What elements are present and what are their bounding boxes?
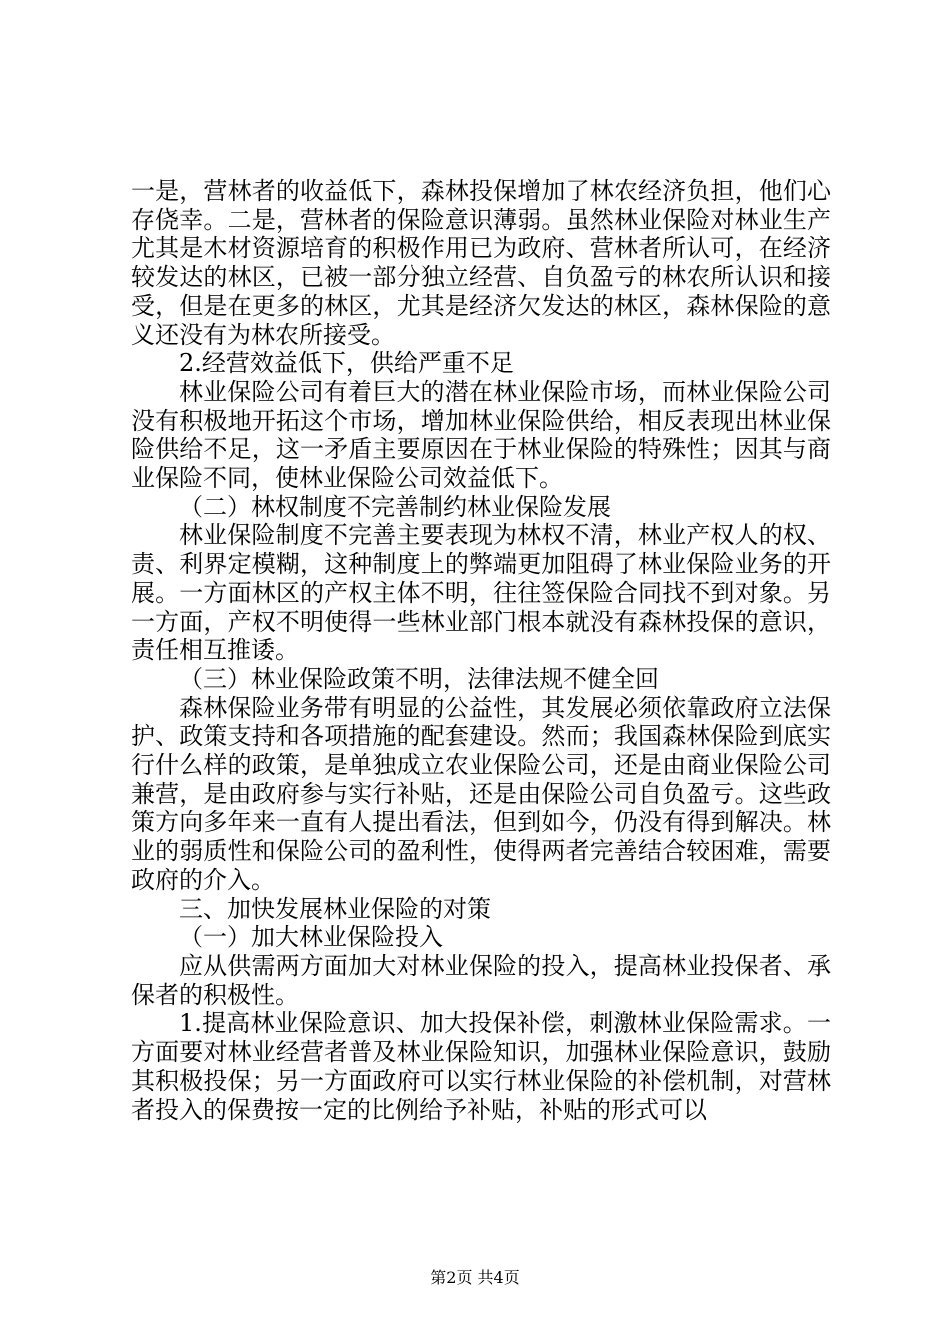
page-footer: 第2页 共4页 <box>430 1268 520 1287</box>
document-body <box>131 177 831 1124</box>
paragraph-7: 森林保险业务带有明显的公益性，其发展必须依靠政府立法保护、政策支持和各项措施的配套建设。然而；我国森林保险到底实行什么样的政策，是单独成立农业保险公司，还是由商业保险公司兼营，是由政府参与实行补贴，还是由保险公司自负盈亏。这些政策方向多年来一直有人提出看法，但到如今，仍没有得到解决。林业的弱质性和保险公司的盈利性，使得两者完善结合较困难，需要政府的介入。 <box>131 693 831 894</box>
section-heading-forest-rights: （二）林权制度不完善制约林业保险发展 <box>179 492 611 521</box>
paragraph-5: 林业保险制度不完善主要表现为林权不清，林业产权人的权、责、利界定模糊，这种制度上的弊端更加阻碍了林业保险业务的开展。一方面林区的产权主体不明，往往签保险合同找不到对象。另一方面，产权不明使得一些林业部门根本就没有森林投保的意识，责任相互推诿。 <box>131 521 831 665</box>
section-heading-policy: （三）林业保险政策不明，法律法规不健全回 <box>179 664 659 693</box>
paragraph-3: 林业保险公司有着巨大的潜在林业保险市场，而林业保险公司没有积极地开拓这个市场，增加林业保险供给，相反表现出林业保险供给不足，这一矛盾主要原因在于林业保险的特殊性；因其与商业保险不同，使林业保险公司效益低下。 <box>131 377 831 493</box>
paragraph-1: 一是，营林者的收益低下，森林投保增加了林农经济负担，他们心存侥幸。二是，营林者的保险意识薄弱。虽然林业保险对林业生产尤其是木材资源培育的积极作用已为政府、营林者所认可，在经济较发达的林区，已被一部分独立经营、自负盈亏的林农所认识和接受，但是在更多的林区，尤其是经济欠发达的林区，森林保险的意义还没有为林农所接受。 <box>131 177 831 349</box>
paragraph-10: 应从供需两方面加大对林业保险的投入，提高林业投保者、承保者的积极性。 <box>131 951 831 1009</box>
paragraph-11: 1.提高林业保险意识、加大投保补偿，刺激林业保险需求。一方面要对林业经营者普及林业保险知识，加强林业保险意识，鼓励其积极投保；另一方面政府可以实行林业保险的补偿机制，对营林者投入的保费按一定的比例给予补贴，补贴的形式可以 <box>131 1009 831 1124</box>
subheading-2: 2.经营效益低下，供给严重不足 <box>179 349 514 378</box>
chapter-heading-countermeasures: 三、加快发展林业保险的对策 <box>179 894 491 923</box>
section-heading-investment: （一）加大林业保险投入 <box>179 923 443 952</box>
